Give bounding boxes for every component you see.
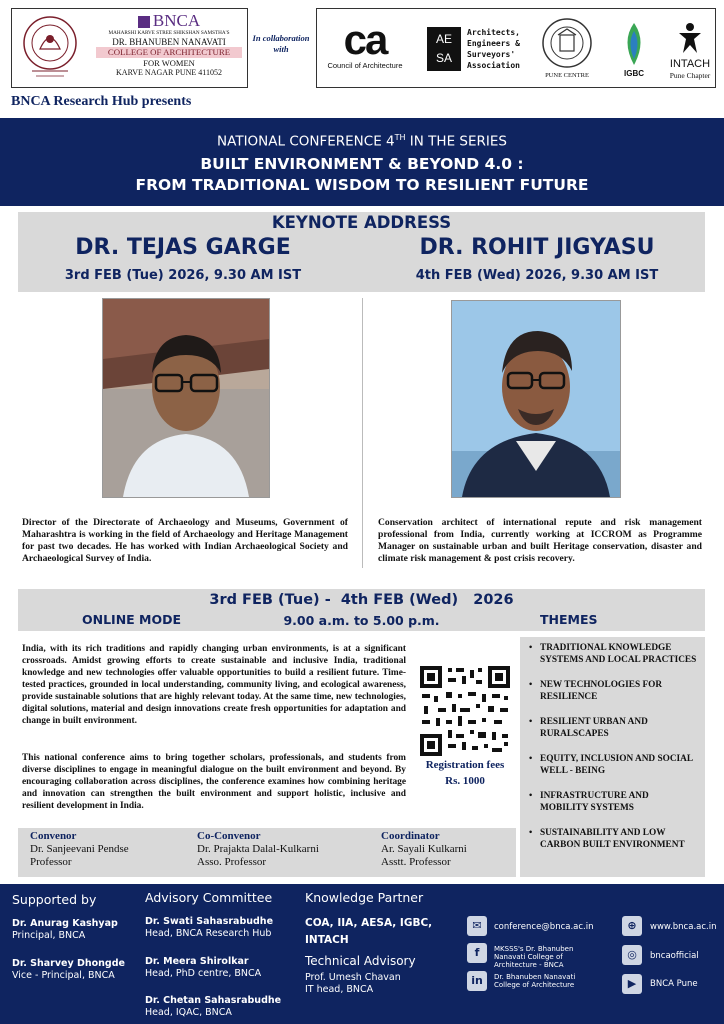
- college-emblem-icon: [18, 13, 82, 81]
- technical-role: IT head, BNCA: [305, 984, 374, 995]
- speaker1-name: DR. TEJAS GARGE: [75, 235, 291, 260]
- theme-item: • NEW TECHNOLOGIES FOR RESILIENCE: [526, 680, 698, 703]
- description-p1: India, with its rich traditions and rapidly changing urban environments, is at a significant crossroads. Amidst growing efforts to create sustainable and inclusive India, traditional knowledge and new technologies offer valuable opportunities to build a resilient future. Time-tested practices, grounded in local understanding, community living, and ecological awareness, provide sustainable solutions that are highly relevant today. At the same time, new technologies, digital solutions, material and design innovations create fresh opportunities for adaptation and change in built environment.: [22, 644, 406, 726]
- theme-item: • TRADITIONAL KNOWLEDGE SYSTEMS AND LOCAL PRACTICES: [526, 643, 698, 666]
- college-line1: MAHARSHI KARVE STREE SHIKSHAN SAMSTHA'S: [108, 30, 230, 36]
- advisor-role: Head, PhD centre, BNCA: [145, 968, 262, 979]
- theme-item: • INFRASTRUCTURE AND MOBILITY SYSTEMS: [526, 791, 698, 814]
- aesa-logo-icon: AE SA: [427, 27, 461, 71]
- knowledge-heading: Knowledge Partner: [305, 890, 424, 905]
- email-icon[interactable]: ✉: [467, 916, 487, 936]
- speaker2-datetime: 4th FEB (Wed) 2026, 9.30 AM IST: [415, 268, 659, 283]
- advisor-role: Head, IQAC, BNCA: [145, 1007, 232, 1018]
- intach-figure-icon: [675, 21, 705, 55]
- banner-line2: BUILT ENVIRONMENT & BEYOND 4.0 :: [200, 154, 524, 173]
- coordinator-name: Ar. Sayali Kulkarni: [381, 843, 467, 855]
- intach-sub-caption: Pune Chapter: [669, 71, 711, 80]
- speaker1-photo: [102, 298, 270, 498]
- instagram-link[interactable]: bncaofficial: [650, 951, 699, 961]
- speaker1-datetime: 3rd FEB (Tue) 2026, 9.30 AM IST: [64, 268, 302, 283]
- partners-logo-box: [316, 8, 716, 88]
- facebook-link[interactable]: MKSSS's Dr. Bhanuben Nanavati College of Architecture - BNCA: [494, 945, 574, 969]
- theme-item: • RESILIENT URBAN AND RURALSCAPES: [526, 717, 698, 740]
- coordinator-block: [381, 830, 511, 869]
- banner-line3: FROM TRADITIONAL WISDOM TO RESILIENT FUTURE: [135, 175, 589, 194]
- coordinator-role: Coordinator: [381, 830, 440, 842]
- college-line3: COLLEGE OF ARCHITECTURE: [96, 47, 242, 58]
- coa-logo-icon: ca: [343, 16, 387, 63]
- supporter-role: Principal, BNCA: [12, 930, 86, 941]
- footer: [0, 884, 724, 1024]
- conference-banner: [0, 118, 724, 206]
- registration-qr-code[interactable]: [418, 664, 512, 758]
- technical-name: Prof. Umesh Chavan: [305, 972, 401, 983]
- speaker2-bio: Conservation architect of international repute and risk management professional from India, currently working at ICCROM as Programme Manager on sustainable urban and built Heritage conservation, disaster and climate risk management & post crisis recovery.: [378, 517, 702, 564]
- college-line2: DR. BHANUBEN NANAVATI: [112, 37, 226, 47]
- coconvenor-block: [197, 830, 377, 869]
- technical-heading: Technical Advisory: [305, 954, 416, 968]
- speaker2-photo: [451, 300, 621, 498]
- event-dates: 3rd FEB (Tue) - 4th FEB (Wed) 2026: [209, 592, 514, 608]
- advisor-name: Dr. Chetan Sahasrabudhe: [145, 995, 282, 1006]
- advisory-heading: Advisory Committee: [145, 890, 273, 905]
- theme-item: • SUSTAINABILITY AND LOW CARBON BUILT ENVIRONMENT: [526, 828, 698, 851]
- supported-heading: Supported by: [12, 892, 97, 907]
- themes-heading: THEMES: [540, 612, 598, 627]
- presents-text: BNCA Research Hub presents: [11, 94, 192, 109]
- bnca-logo-text: BNCA: [94, 12, 244, 30]
- linkedin-icon[interactable]: in: [467, 971, 487, 991]
- advisor-name: Dr. Swati Sahasrabudhe: [145, 916, 274, 927]
- collab-text: In collaboration with: [252, 33, 310, 54]
- convenor-block: [30, 830, 190, 869]
- event-mode: ONLINE MODE: [82, 612, 182, 627]
- email-link[interactable]: conference@bnca.ac.in: [494, 922, 594, 932]
- youtube-icon[interactable]: ▶: [622, 974, 642, 994]
- speaker1-bio: Director of the Directorate of Archaeology and Museums, Government of Maharashtra is working in the field of Archaeology and Heritage Management for past two decades. He has worked with Indian Archaeological Society and Archaeological Survey of India.: [22, 517, 348, 564]
- banner-line1: NATIONAL CONFERENCE 4TH IN THE SERIES: [217, 133, 507, 150]
- intach-caption: INTACH: [669, 58, 711, 70]
- aesa-text: Architects, Engineers & Surveyors' Association: [467, 28, 520, 70]
- registration-label: Registration fees: [425, 759, 505, 771]
- keynote-divider: [362, 298, 363, 568]
- theme-item: • EQUITY, INCLUSION AND SOCIAL WELL - BEING: [526, 754, 698, 777]
- supporter-name: Dr. Sharvey Dhongde: [12, 958, 125, 969]
- advisor-name: Dr. Meera Shirolkar: [145, 956, 249, 967]
- igbc-leaf-icon: [619, 21, 649, 67]
- coa-caption: Council of Architecture: [327, 61, 403, 70]
- event-time: 9.00 a.m. to 5.00 p.m.: [283, 613, 440, 628]
- youtube-link[interactable]: BNCA Pune: [650, 979, 698, 989]
- convenor-title: Professor: [30, 856, 72, 868]
- coconvenor-name: Dr. Prajakta Dalal-Kulkarni: [197, 843, 319, 855]
- description-p2: This national conference aims to bring together scholars, professionals, and students from diverse disciplines to engage in meaningful dialogue on the built environment and beyond. By encouraging collaboration across disciplines, the conference examines how combining heritage and innovation can strengthen the built environment and support holistic, inclusive and resilient development in India.: [22, 753, 406, 811]
- facebook-icon[interactable]: f: [467, 943, 487, 963]
- keynote-heading: KEYNOTE ADDRESS: [271, 213, 452, 232]
- advisor-role: Head, BNCA Research Hub: [145, 928, 272, 939]
- themes-list: [526, 643, 698, 865]
- web-icon[interactable]: ⊕: [622, 916, 642, 936]
- igbc-caption: IGBC: [624, 69, 644, 78]
- coconvenor-role: Co-Convenor: [197, 830, 261, 842]
- college-line4: FOR WOMEN: [143, 58, 195, 68]
- coconvenor-title: Asso. Professor: [197, 856, 267, 868]
- speaker2-name: DR. ROHIT JIGYASU: [419, 235, 655, 260]
- instagram-icon[interactable]: ◎: [622, 945, 642, 965]
- convenor-role: Convenor: [30, 830, 77, 842]
- supporter-role: Vice - Principal, BNCA: [12, 970, 115, 981]
- linkedin-link[interactable]: Dr. Bhanuben Nanavati College of Architecture: [494, 973, 576, 989]
- college-line5: KARVE NAGAR PUNE 411052: [116, 68, 222, 77]
- pune-centre-caption: PUNE CENTRE: [545, 72, 589, 79]
- knowledge-text: COA, IIA, AESA, IGBC, INTACH: [305, 917, 433, 946]
- coordinator-title: Asstt. Professor: [381, 856, 451, 868]
- supporter-name: Dr. Anurag Kashyap: [12, 918, 118, 929]
- web-link[interactable]: www.bnca.ac.in: [650, 922, 717, 932]
- college-logo-box: [11, 8, 248, 88]
- convenor-name: Dr. Sanjeevani Pendse: [30, 843, 129, 855]
- registration-fee: Rs. 1000: [445, 775, 485, 787]
- iia-seal-icon: [541, 17, 593, 69]
